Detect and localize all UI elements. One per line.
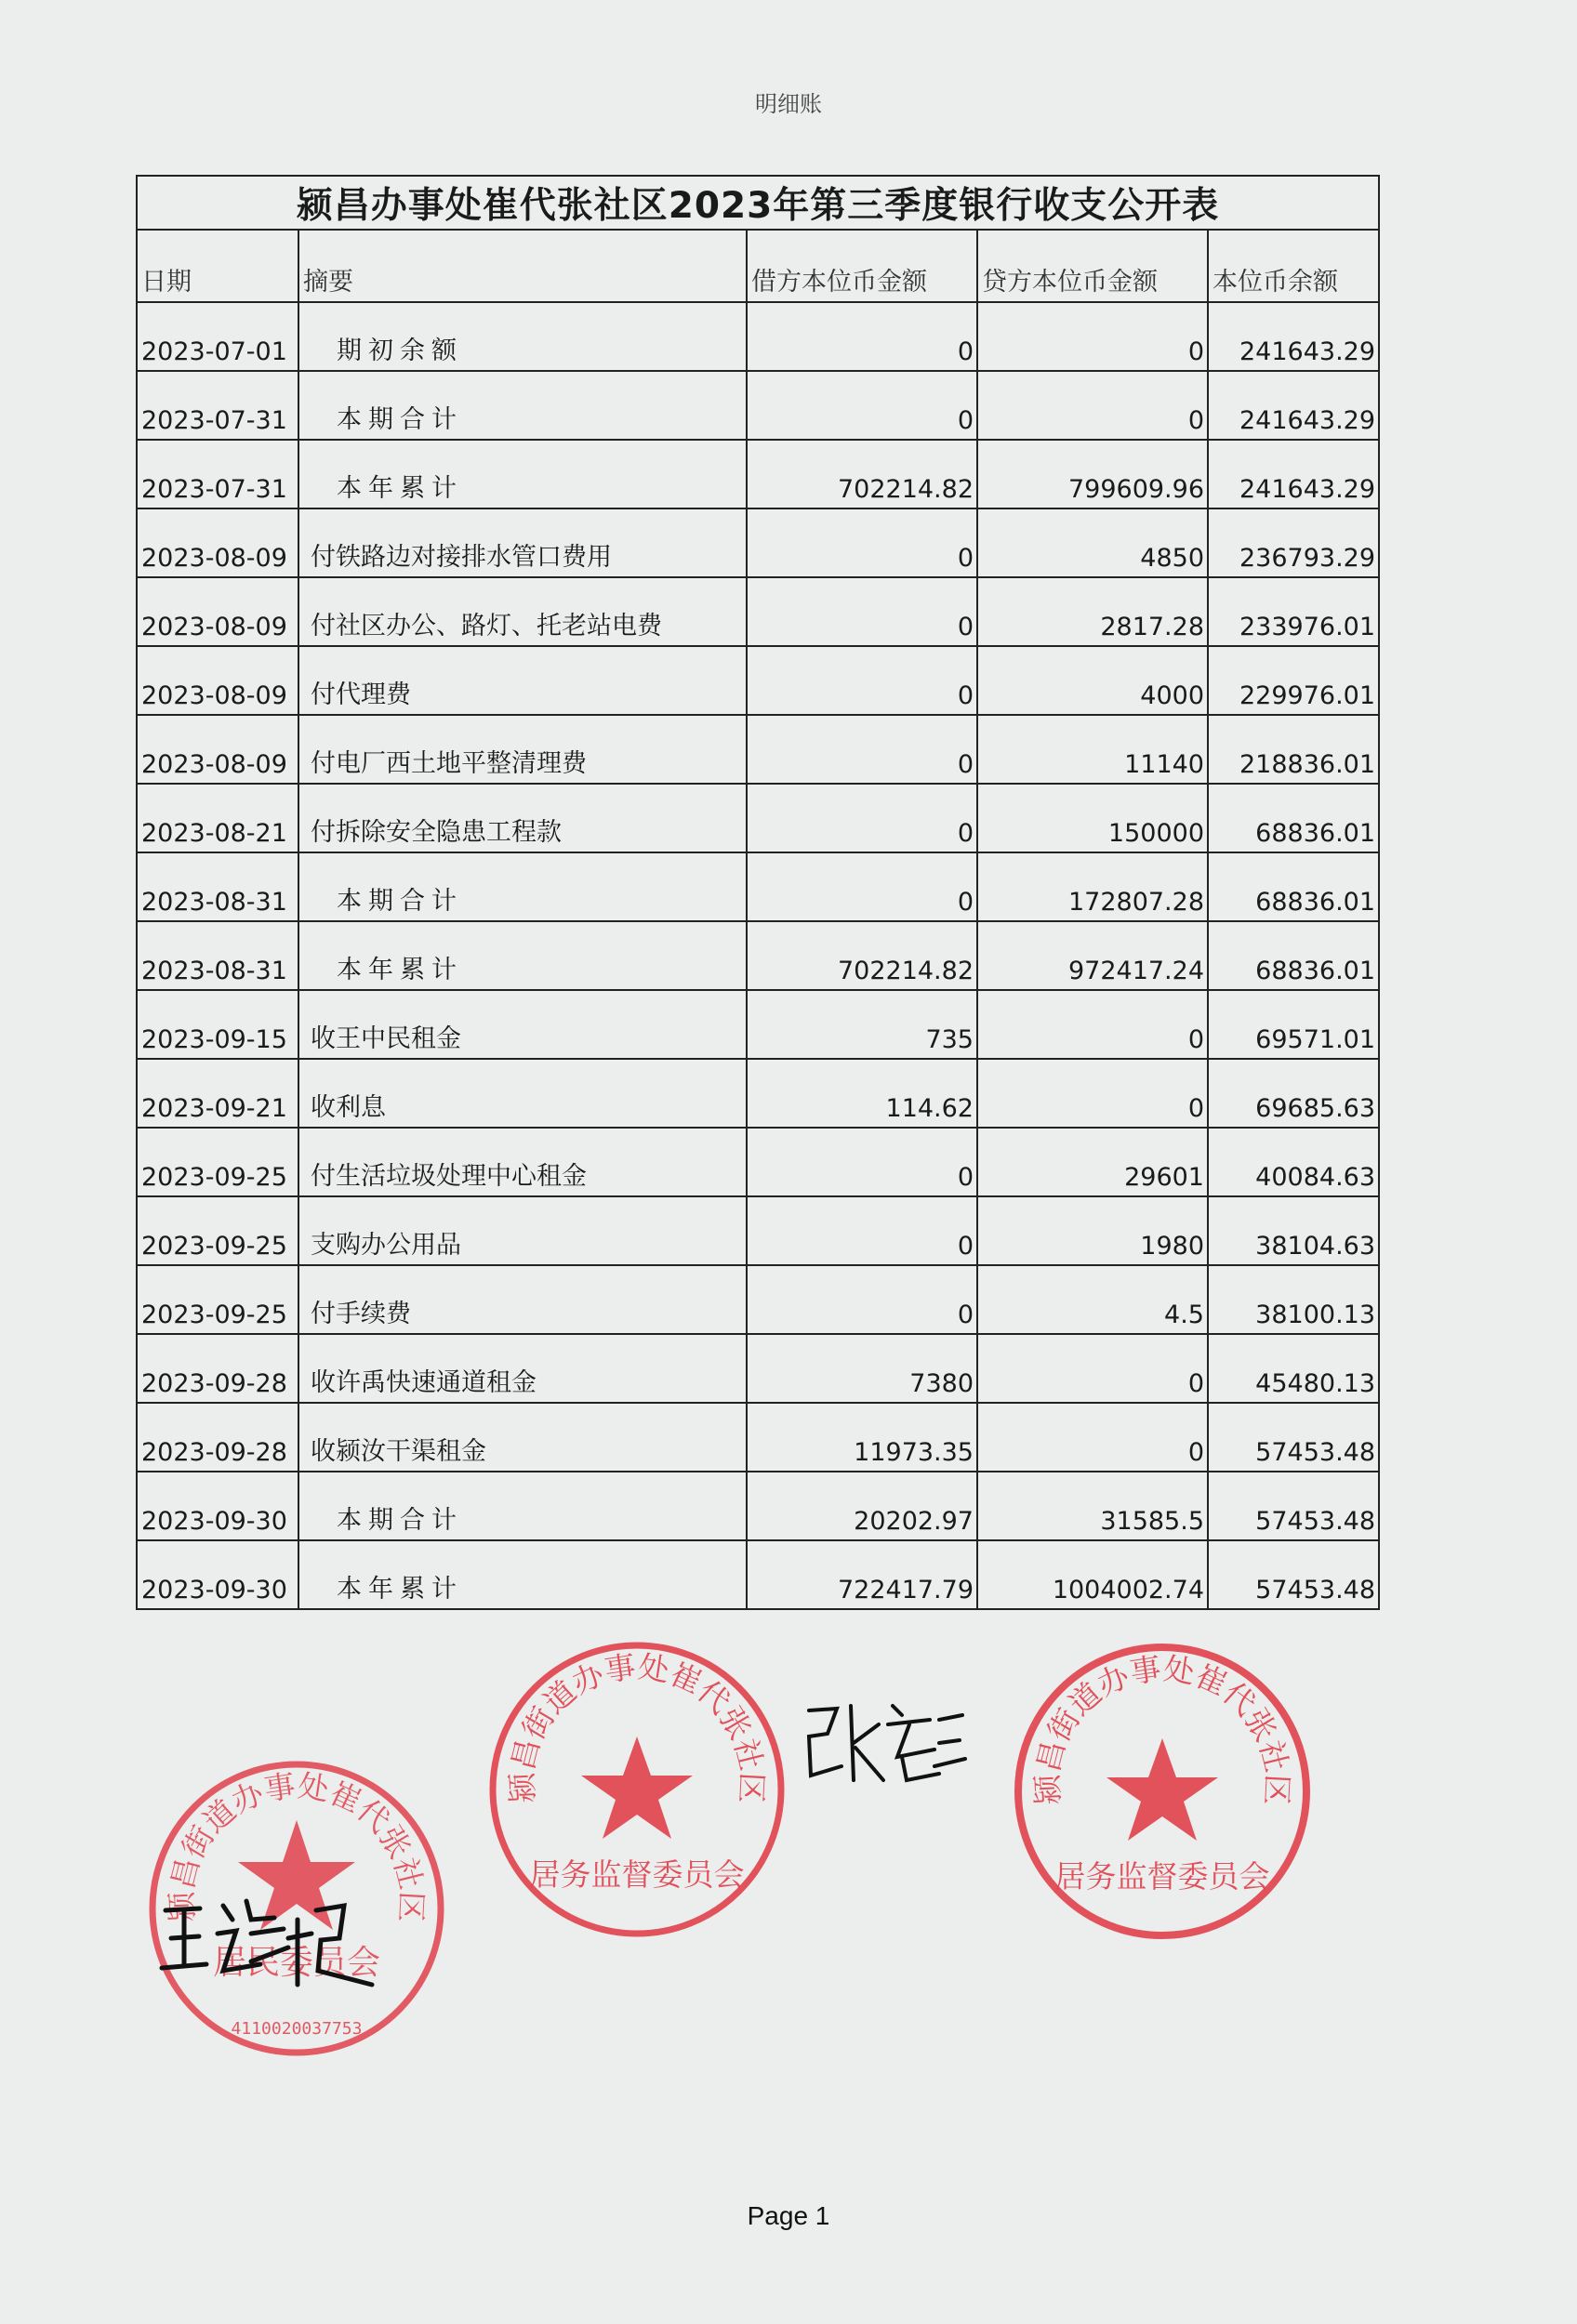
cell-balance: 236793.29 [1208, 508, 1379, 577]
column-header-credit: 贷方本位币金额 [977, 230, 1208, 302]
cell-summary: 支购办公用品 [298, 1196, 747, 1265]
cell-summary: 付拆除安全隐患工程款 [298, 784, 747, 852]
cell-credit: 2817.28 [977, 577, 1208, 646]
cell-date: 2023-09-21 [137, 1059, 298, 1128]
cell-credit: 31585.5 [977, 1472, 1208, 1540]
cell-debit: 0 [747, 784, 977, 852]
stamp-bottom-text: 居务监督委员会 [1054, 1858, 1270, 1895]
cell-debit: 702214.82 [747, 921, 977, 990]
cell-debit: 0 [747, 508, 977, 577]
cell-credit: 972417.24 [977, 921, 1208, 990]
cell-credit: 150000 [977, 784, 1208, 852]
cell-debit: 114.62 [747, 1059, 977, 1128]
cell-balance: 241643.29 [1208, 440, 1379, 508]
cell-date: 2023-08-09 [137, 508, 298, 577]
cell-summary: 付手续费 [298, 1265, 747, 1334]
cell-summary: 期初余额 [298, 302, 747, 371]
cell-balance: 57453.48 [1208, 1540, 1379, 1609]
cell-summary: 收王中民租金 [298, 990, 747, 1059]
cell-debit: 0 [747, 852, 977, 921]
table-row [137, 1265, 1379, 1334]
cell-balance: 57453.48 [1208, 1403, 1379, 1472]
column-header-date: 日期 [137, 230, 298, 302]
cell-debit: 0 [747, 646, 977, 715]
cell-credit: 4000 [977, 646, 1208, 715]
star-icon [1107, 1738, 1218, 1841]
cell-balance: 68836.01 [1208, 921, 1379, 990]
cell-debit: 0 [747, 371, 977, 440]
cell-debit: 0 [747, 715, 977, 784]
cell-date: 2023-08-09 [137, 646, 298, 715]
cell-summary: 付电厂西土地平整清理费 [298, 715, 747, 784]
cell-summary: 本期合计 [298, 1472, 747, 1540]
cell-credit: 29601 [977, 1128, 1208, 1196]
cell-balance: 68836.01 [1208, 852, 1379, 921]
table-row [137, 577, 1379, 646]
cell-debit: 0 [747, 1128, 977, 1196]
cell-credit: 4850 [977, 508, 1208, 577]
cell-date: 2023-08-09 [137, 715, 298, 784]
table-row [137, 1472, 1379, 1540]
cell-summary: 收许禹快速通道租金 [298, 1334, 747, 1403]
cell-date: 2023-08-31 [137, 921, 298, 990]
cell-summary: 付铁路边对接排水管口费用 [298, 508, 747, 577]
table-row [137, 1334, 1379, 1403]
table-row [137, 371, 1379, 440]
table-row [137, 852, 1379, 921]
cell-date: 2023-08-31 [137, 852, 298, 921]
cell-summary: 付社区办公、路灯、托老站电费 [298, 577, 747, 646]
cell-credit: 0 [977, 1059, 1208, 1128]
cell-balance: 69571.01 [1208, 990, 1379, 1059]
cell-balance: 57453.48 [1208, 1472, 1379, 1540]
cell-credit: 0 [977, 1334, 1208, 1403]
table-title: 颍昌办事处崔代张社区2023年第三季度银行收支公开表 [137, 176, 1379, 230]
cell-credit: 0 [977, 371, 1208, 440]
ledger-table [136, 175, 1380, 1610]
supervision-committee-stamp-right [1009, 1638, 1316, 1945]
cell-debit: 20202.97 [747, 1472, 977, 1540]
cell-credit: 1980 [977, 1196, 1208, 1265]
table-row [137, 1403, 1379, 1472]
cell-date: 2023-09-25 [137, 1128, 298, 1196]
table-row [137, 646, 1379, 715]
column-header-debit: 借方本位币金额 [747, 230, 977, 302]
cell-balance: 38104.63 [1208, 1196, 1379, 1265]
supervision-committee-stamp-center [484, 1636, 790, 1943]
page-header-label: 明细账 [755, 91, 822, 117]
cell-balance: 218836.01 [1208, 715, 1379, 784]
cell-credit: 0 [977, 1403, 1208, 1472]
cell-balance: 68836.01 [1208, 784, 1379, 852]
cell-credit: 799609.96 [977, 440, 1208, 508]
table-row [137, 302, 1379, 371]
cell-balance: 40084.63 [1208, 1128, 1379, 1196]
cell-date: 2023-07-01 [137, 302, 298, 371]
stamp-top-text: 颍昌街道办事处崔代张社区 [163, 1767, 431, 1923]
table-row [137, 921, 1379, 990]
table-row [137, 1196, 1379, 1265]
cell-date: 2023-07-31 [137, 440, 298, 508]
column-header-summary: 摘要 [298, 230, 747, 302]
cell-debit: 0 [747, 302, 977, 371]
cell-debit: 0 [747, 1265, 977, 1334]
cell-summary: 本期合计 [298, 852, 747, 921]
cell-summary: 本年累计 [298, 440, 747, 508]
cell-debit: 7380 [747, 1334, 977, 1403]
cell-balance: 241643.29 [1208, 371, 1379, 440]
cell-credit: 1004002.74 [977, 1540, 1208, 1609]
cell-summary: 本期合计 [298, 371, 747, 440]
cell-summary: 付生活垃圾处理中心租金 [298, 1128, 747, 1196]
cell-date: 2023-09-15 [137, 990, 298, 1059]
cell-debit: 0 [747, 1196, 977, 1265]
cell-debit: 702214.82 [747, 440, 977, 508]
stamp-bottom-text: 居民委员会 [212, 1944, 381, 1982]
table-row [137, 1128, 1379, 1196]
table-row [137, 1059, 1379, 1128]
cell-summary: 付代理费 [298, 646, 747, 715]
cell-date: 2023-09-28 [137, 1334, 298, 1403]
signature-wang [158, 1882, 381, 1994]
cell-debit: 722417.79 [747, 1540, 977, 1609]
table-row [137, 1540, 1379, 1609]
cell-date: 2023-09-25 [137, 1196, 298, 1265]
cell-date: 2023-09-30 [137, 1472, 298, 1540]
cell-balance: 69685.63 [1208, 1059, 1379, 1128]
cell-date: 2023-07-31 [137, 371, 298, 440]
cell-summary: 本年累计 [298, 921, 747, 990]
cell-summary: 本年累计 [298, 1540, 747, 1609]
cell-balance: 233976.01 [1208, 577, 1379, 646]
column-header-row [137, 230, 1379, 302]
table-row [137, 784, 1379, 852]
cell-balance: 229976.01 [1208, 646, 1379, 715]
column-header-balance: 本位币余额 [1208, 230, 1379, 302]
cell-date: 2023-08-21 [137, 784, 298, 852]
cell-credit: 172807.28 [977, 852, 1208, 921]
cell-debit: 11973.35 [747, 1403, 977, 1472]
cell-credit: 0 [977, 990, 1208, 1059]
stamp-top-text: 颍昌街道办事处崔代张社区 [503, 1648, 771, 1804]
signature-zhang [800, 1692, 967, 1794]
stamp-top-text: 颍昌街道办事处崔代张社区 [1028, 1650, 1296, 1806]
table-row [137, 440, 1379, 508]
cell-date: 2023-08-09 [137, 577, 298, 646]
cell-summary: 收颍汝干渠租金 [298, 1403, 747, 1472]
cell-credit: 4.5 [977, 1265, 1208, 1334]
cell-debit: 735 [747, 990, 977, 1059]
cell-debit: 0 [747, 577, 977, 646]
cell-balance: 45480.13 [1208, 1334, 1379, 1403]
cell-credit: 11140 [977, 715, 1208, 784]
stamp-code: 4110020037753 [231, 2019, 363, 2039]
page-number: Page 1 [747, 2201, 830, 2230]
star-icon [581, 1736, 693, 1839]
cell-date: 2023-09-28 [137, 1403, 298, 1472]
table-row [137, 715, 1379, 784]
cell-summary: 收利息 [298, 1059, 747, 1128]
cell-credit: 0 [977, 302, 1208, 371]
cell-balance: 38100.13 [1208, 1265, 1379, 1334]
cell-date: 2023-09-25 [137, 1265, 298, 1334]
cell-date: 2023-09-30 [137, 1540, 298, 1609]
table-row [137, 990, 1379, 1059]
cell-balance: 241643.29 [1208, 302, 1379, 371]
table-row [137, 508, 1379, 577]
stamp-bottom-text: 居务监督委员会 [529, 1856, 745, 1893]
